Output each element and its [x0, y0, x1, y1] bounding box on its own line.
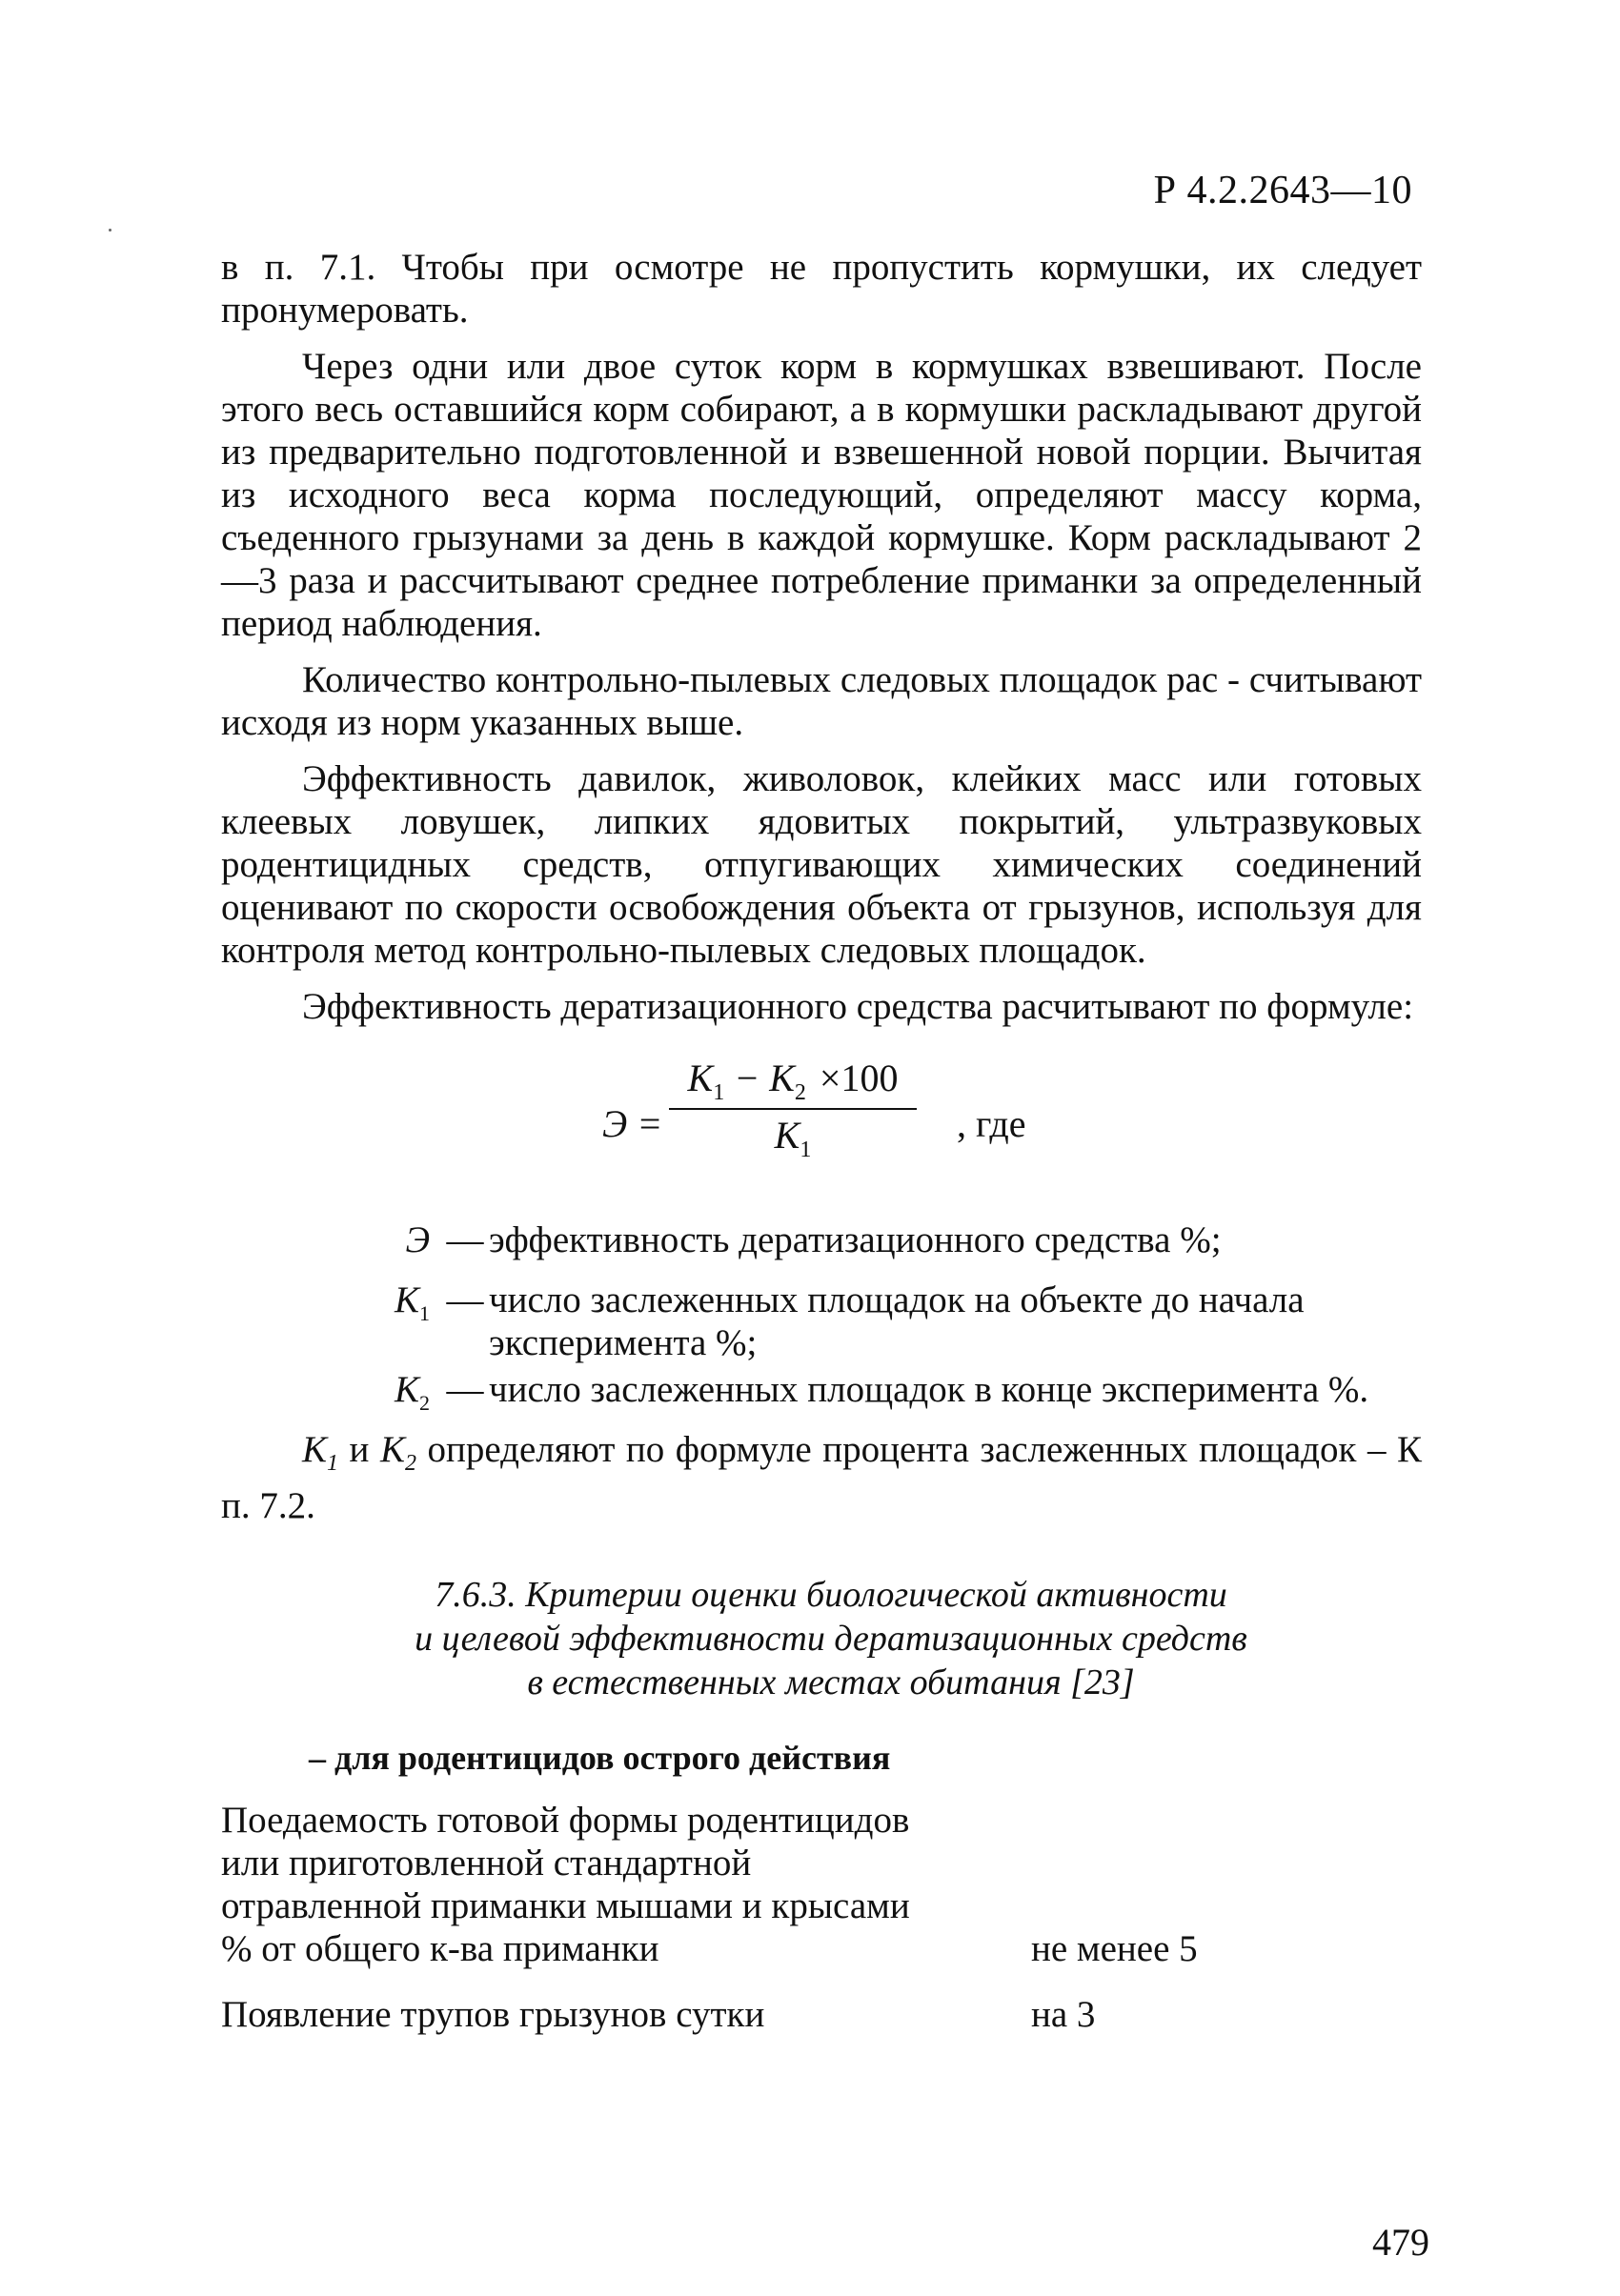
- symbol-sub: 1: [419, 1300, 430, 1325]
- subheading: – для родентицидов острого действия: [309, 1739, 891, 1778]
- formula-numerator: [669, 1057, 917, 1106]
- formula-k1: K: [687, 1057, 714, 1099]
- formula-k2: K: [769, 1057, 795, 1099]
- criteria-table: [221, 1799, 1422, 2036]
- criterion-value: не менее 5: [1031, 1928, 1198, 1970]
- formula-definitions: [369, 1218, 1422, 1424]
- page-number: 479: [1372, 2221, 1429, 2264]
- heading-line-1: 7.6.3. Критерии оценки биологической активности: [435, 1575, 1227, 1616]
- heading-line-2: и целевой эффективности дератизационных средств: [415, 1619, 1247, 1660]
- k1-symbol: [302, 1428, 339, 1476]
- formula-k2-sub: 2: [794, 1080, 806, 1105]
- definition-text: эффективность дератизационного средства %;: [489, 1219, 1222, 1260]
- formula-denominator: [669, 1114, 917, 1172]
- criterion-name: Поедаемость готовой формы родентицидов или приготовленной стандартной отравленной приманки мышами и крысами % от общего к-ва приманки: [221, 1800, 910, 1970]
- definition-row: [369, 1279, 1422, 1364]
- definition-dash: —: [446, 1219, 484, 1260]
- k2-letter: K: [379, 1428, 405, 1470]
- criteria-row: [221, 1799, 1422, 1970]
- k2-sub: 2: [404, 1450, 416, 1476]
- document-code: Р 4.2.2643—10: [1153, 169, 1412, 212]
- formula-times: ×100: [819, 1057, 899, 1099]
- body-text: [221, 246, 1422, 2059]
- symbol-sub: 2: [419, 1390, 430, 1415]
- scan-speck: [109, 229, 111, 232]
- definition-text: число заслеженных площадок на объекте до начала эксперимента %;: [489, 1279, 1305, 1363]
- definition-row: [369, 1218, 1422, 1275]
- paragraph-2: Через одни или двое суток корм в кормушках взвешивают. После этого весь оставшийся корм собирают, а в кормушки раскладывают другой из предварительно подготовленной и взвешенной новой порции. Вычитая из исходного веса корма последующий, определяют массу корма, съеденного грызунами за день в каждой кормушке. Корм раскладывают 2—3 раза и рассчитывают среднее потребление приманки за определенный период наблюдения.: [221, 346, 1422, 644]
- k1-letter: K: [302, 1428, 328, 1470]
- paragraph-1: в п. 7.1. Чтобы при осмотре не пропустить кормушки, их следует пронумеровать.: [221, 247, 1422, 331]
- formula-den-k: K: [774, 1114, 800, 1157]
- formula-lhs: Э =: [602, 1102, 663, 1145]
- criteria-row: [221, 1993, 1422, 2036]
- formula-minus: −: [724, 1057, 770, 1099]
- symbol-letter: K: [394, 1279, 419, 1320]
- definition-text: число заслеженных площадок в конце эксперимента %.: [489, 1368, 1369, 1410]
- definition-dash: —: [446, 1279, 484, 1320]
- formula-suffix: , где: [957, 1102, 1026, 1145]
- criterion-value: на 3: [1031, 1994, 1096, 2036]
- k1-sub: 1: [327, 1450, 339, 1476]
- formula-k1-sub: 1: [713, 1080, 725, 1105]
- heading-line-3: в естественных местах обитания [23]: [527, 1662, 1135, 1703]
- paragraph-3: Количество контрольно-пылевых следовых площадок рас - считывают исходя из норм указанных выше.: [221, 659, 1422, 743]
- k-note-text: определяют по формуле процента заслеженных площадок – К п. 7.2.: [221, 1428, 1423, 1527]
- definition-symbol: [369, 1218, 441, 1275]
- formula-den-sub: 1: [800, 1138, 812, 1162]
- criterion-name: Появление трупов грызунов сутки: [221, 1994, 765, 2036]
- and-text: и: [338, 1428, 380, 1470]
- k2-symbol: [379, 1428, 416, 1476]
- definition-symbol: [369, 1368, 441, 1424]
- definition-dash: —: [446, 1368, 484, 1410]
- symbol-letter: Э: [405, 1219, 430, 1260]
- section-heading: [221, 1573, 1422, 1704]
- definition-row: [369, 1368, 1422, 1424]
- paragraph-5: Эффективность дератизационного средства расчитывают по формуле:: [302, 986, 1414, 1027]
- k-values-note: [221, 1428, 1422, 1528]
- definition-symbol: [369, 1279, 441, 1364]
- formula-fraction: [669, 1057, 917, 1172]
- fraction-bar: [669, 1108, 917, 1110]
- symbol-letter: K: [394, 1368, 419, 1410]
- efficiency-formula: [221, 1057, 1422, 1199]
- paragraph-4: Эффективность давилок, живоловок, клейких масс или готовых клеевых ловушек, липких ядовитых покрытий, ультразвуковых родентицидных средств, отпугивающих химических соединений оценивают по скорости освобождения объекта от грызунов, используя для контроля метод контрольно-пылевых следовых площадок.: [221, 758, 1422, 971]
